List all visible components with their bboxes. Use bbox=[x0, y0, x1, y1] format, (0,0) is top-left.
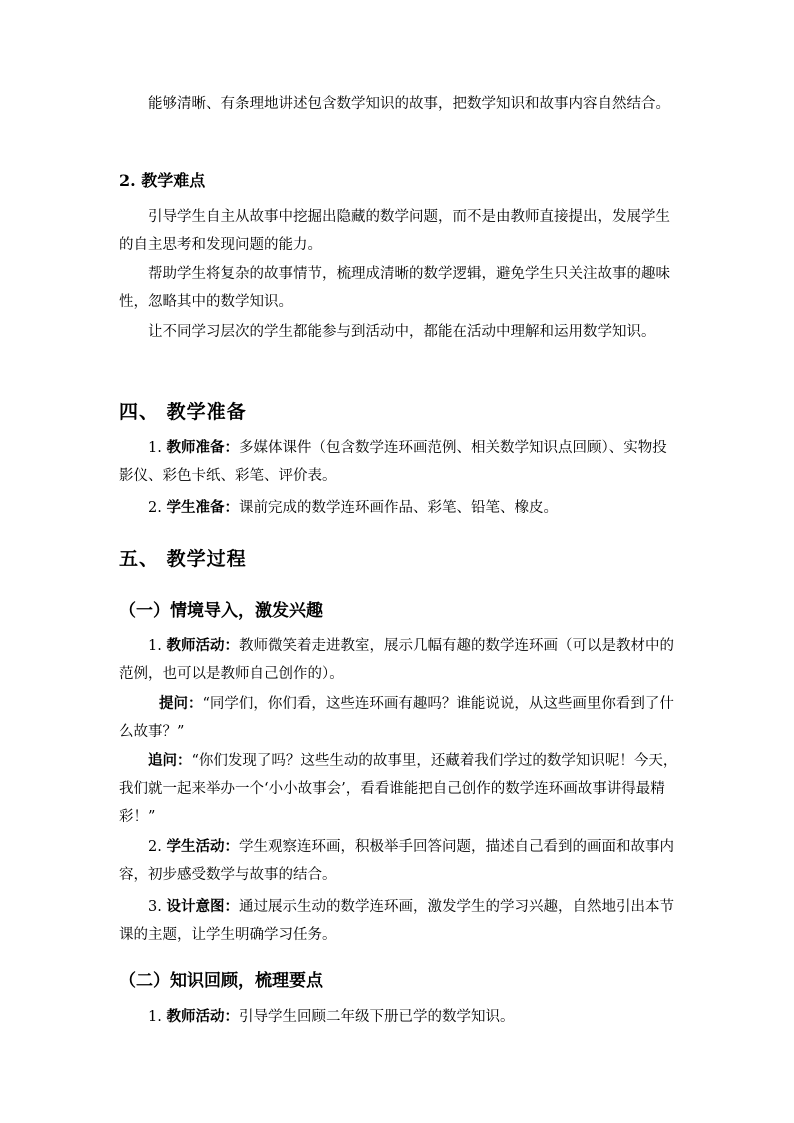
item-text: 学生观察连环画，积极举手回答问题，描述自己看到的画面和故事内容，初步感受数学与故事的结合。 bbox=[119, 839, 674, 883]
subsection-heading-review: （二）知识回顾，梳理要点 bbox=[119, 971, 323, 991]
paragraph-question bbox=[119, 690, 679, 746]
section-heading-difficulty: 2. 教学难点 bbox=[119, 171, 206, 190]
item-number: 1. bbox=[148, 638, 167, 654]
item-number: 3. bbox=[148, 899, 167, 915]
section-heading-process: 五、 教学过程 bbox=[119, 548, 247, 570]
paragraph-followup bbox=[119, 747, 679, 831]
item-number: 1. bbox=[148, 440, 167, 456]
item-label: 设计意图： bbox=[166, 898, 239, 915]
paragraph: 帮助学生将复杂的故事情节，梳理成清晰的数学逻辑，避免学生只关注故事的趣味性，忽略其中的数学知识。 bbox=[119, 266, 670, 310]
item-label: 教师准备： bbox=[166, 439, 239, 456]
item-text: 引导学生回顾二年级下册已学的数学知识。 bbox=[238, 1009, 515, 1025]
item-number: 2. bbox=[148, 500, 167, 516]
item-number: 1. bbox=[148, 1009, 167, 1025]
item-text: 教师微笑着走进教室，展示几幅有趣的数学连环画（可以是教材中的范例，也可以是教师自己创作的）。 bbox=[119, 638, 674, 682]
list-item-teacher-activity-review bbox=[119, 1003, 679, 1031]
item-text: 课前完成的数学连环画作品、彩笔、铅笔、橡皮。 bbox=[238, 500, 558, 516]
list-item-student-activity bbox=[119, 833, 679, 889]
item-label: 追问： bbox=[148, 752, 192, 769]
item-text: 通过展示生动的数学连环画，激发学生的学习兴趣，自然地引出本节课的主题，让学生明确学习任务。 bbox=[119, 899, 674, 943]
list-item-teacher-activity bbox=[119, 632, 679, 688]
item-text: 多媒体课件（包含数学连环画范例、相关数学知识点回顾）、实物投影仪、彩色卡纸、彩笔、评价表。 bbox=[119, 440, 667, 484]
paragraph: 能够清晰、有条理地讲述包含数学知识的故事，把数学知识和故事内容自然结合。 bbox=[148, 96, 670, 112]
item-label: 教师活动： bbox=[166, 637, 239, 654]
item-label: 教师活动： bbox=[166, 1008, 239, 1025]
subsection-heading-intro: （一）情境导入，激发兴趣 bbox=[119, 601, 323, 621]
item-label: 学生准备： bbox=[166, 499, 239, 516]
item-number: 2. bbox=[148, 839, 167, 855]
item-text: “同学们，你们看，这些连环画有趣吗？谁能说说，从这些画里你看到了什么故事？” bbox=[119, 696, 674, 740]
list-item-design-intent bbox=[119, 893, 679, 949]
item-label: 学生活动： bbox=[166, 838, 239, 855]
list-item-student-preparation bbox=[119, 494, 679, 522]
section-heading-preparation: 四、 教学准备 bbox=[119, 401, 247, 423]
item-text: “你们发现了吗？这些生动的故事里，还藏着我们学过的数学知识呢！今天，我们就一起来举办一个‘小小故事会’，看看谁能把自己创作的数学连环画故事讲得最精彩！” bbox=[119, 753, 678, 825]
paragraph: 让不同学习层次的学生都能参与到活动中，都能在活动中理解和运用数学知识。 bbox=[148, 324, 656, 340]
item-label: 提问： bbox=[159, 695, 203, 712]
list-item-teacher-preparation bbox=[119, 434, 679, 490]
paragraph: 引导学生自主从故事中挖掘出隐藏的数学问题，而不是由教师直接提出，发展学生的自主思考和发现问题的能力。 bbox=[119, 209, 670, 253]
